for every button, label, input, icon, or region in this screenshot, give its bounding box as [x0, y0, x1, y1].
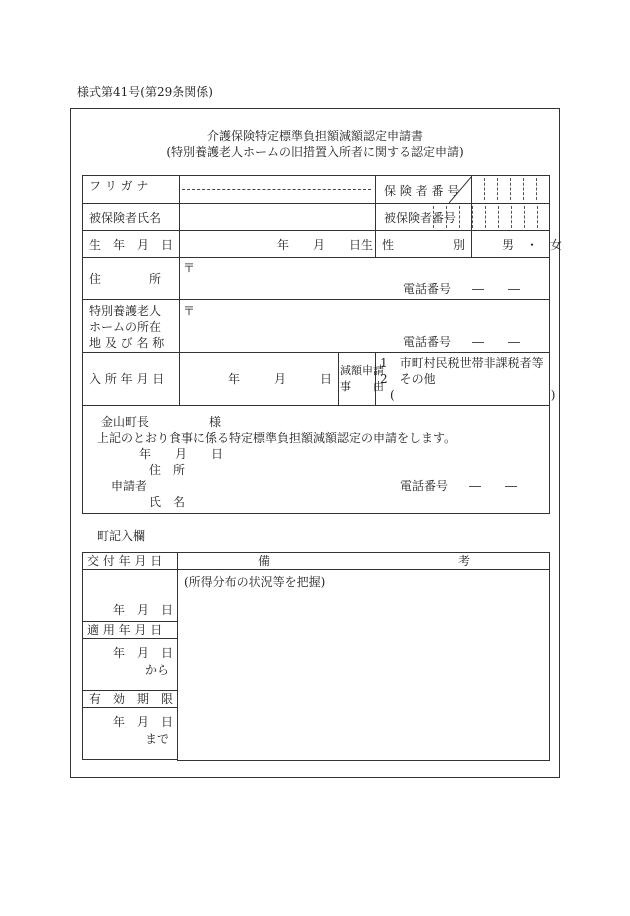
label-insured-name: 被保険者氏名	[83, 204, 180, 231]
applicant-phone-dash: ― ―	[469, 479, 518, 493]
statement: 上記のとおり食事に係る特定標準負担額減額認定の申請をします。	[97, 431, 457, 445]
insured-digit-sep	[498, 206, 499, 228]
label-birthdate: 生 年 月 日	[83, 231, 180, 258]
address-field[interactable]: 〒 電話番号 ― ―	[180, 258, 550, 300]
income-note: (所得分布の状況等を把握)	[184, 575, 326, 589]
label-valid-period: 有 効 期 限	[83, 691, 178, 708]
label-remarks: 備 考	[178, 553, 550, 570]
town-section-heading: 町記入欄	[97, 529, 146, 543]
facility-field[interactable]: 〒 電話番号 ― ―	[180, 300, 550, 353]
form-title: 介護保険特定標準負担額減額認定申請書	[206, 129, 423, 143]
birthdate-field[interactable]: 年 月 日生	[180, 231, 376, 258]
insured-digit-sep	[485, 206, 486, 228]
insured-digit-sep	[537, 206, 538, 228]
label-insured-number: 被保険者番号	[376, 204, 472, 231]
insurer-digit-sep	[523, 178, 524, 200]
label-address: 住 所	[83, 258, 180, 300]
applicant-phone-label: 電話番号	[400, 479, 449, 493]
admission-date-field[interactable]: 年 月 日	[180, 353, 339, 406]
insurer-digit-sep	[497, 178, 498, 200]
insured-digit-sep	[511, 206, 512, 228]
label-insurer-number: 保 険 者 番 号	[376, 176, 472, 204]
insurer-digit-sep	[536, 178, 537, 200]
label-issue-date: 交 付 年 月 日	[83, 553, 178, 570]
label-sex: 性 別	[376, 231, 472, 258]
insured-digit-sep	[472, 206, 473, 228]
label-admission-date: 入 所 年 月 日	[83, 353, 180, 406]
form-reference: 様式第41号(第29条関係)	[77, 85, 213, 99]
apply-date-field[interactable]: 年 月 日 から	[83, 639, 178, 691]
remarks-field[interactable]	[178, 570, 550, 761]
insured-digit-sep	[446, 206, 447, 228]
label-reason: 減額申請 事 由	[339, 353, 376, 406]
insurer-digit-sep	[510, 178, 511, 200]
label-furigana: フ リ ガ ナ	[83, 176, 180, 204]
applicant-table	[82, 175, 563, 514]
reason-field[interactable]: 1 市町村民税世帯非課税者等 2 その他 ( )	[376, 353, 550, 406]
insured-digit-sep	[524, 206, 525, 228]
sex-field[interactable]: 男 ・ 女	[472, 231, 550, 258]
town-table	[82, 552, 550, 761]
addressee: 金山町長	[101, 415, 150, 429]
form-subtitle: (特別養護老人ホームの旧措置入所者に関する認定申請)	[166, 145, 464, 159]
application-date: 年 月 日	[139, 447, 224, 461]
label-facility: 特別養護老人 ホームの所在 地 及 び 名 称	[83, 300, 180, 353]
issue-date-field[interactable]: 年 月 日	[83, 570, 178, 622]
insured-digit-sep	[459, 206, 460, 228]
valid-period-field[interactable]: 年 月 日 まで	[83, 708, 178, 760]
applicant-name-label: 氏 名	[149, 495, 186, 509]
application-statement	[83, 406, 550, 514]
sama: 様	[209, 415, 222, 429]
applicant-label: 申請者	[111, 479, 148, 493]
insured-digit-sep	[433, 206, 434, 228]
furigana-field[interactable]	[180, 176, 376, 204]
insurer-digit-sep	[484, 178, 485, 200]
label-apply-date: 適 用 年 月 日	[83, 622, 178, 639]
applicant-address-label: 住 所	[149, 463, 186, 477]
insured-name-field[interactable]	[180, 204, 376, 231]
